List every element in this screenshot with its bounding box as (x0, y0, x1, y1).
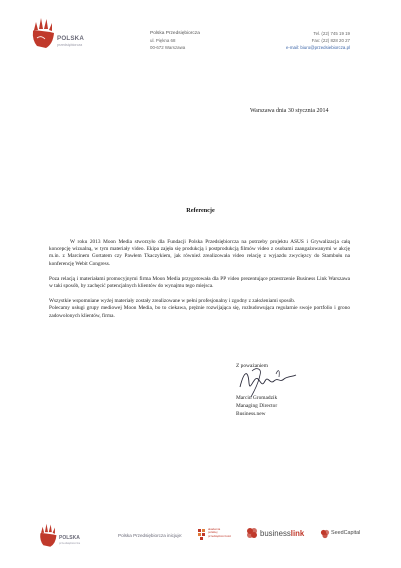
contact-fax: Fax: (22) 828 20 27 (311, 38, 350, 44)
contact-email-link[interactable]: e-mail: biuro@przedsiebiorcza.pl (285, 45, 350, 51)
organization-name: Polska Przedsiębiorcza (150, 31, 200, 36)
footer-initiative: Polska Przedsiębiorcza inicjuje: (118, 533, 183, 538)
organization-address (150, 30, 200, 52)
signature-block (236, 362, 277, 418)
letter-title: Referencje (186, 207, 215, 214)
partner-akademia (197, 527, 239, 545)
paragraph: Poza relacją i materiałami promocyjnymi firma Moon Media przygotowała dla PP video prezentujące przestrzenie Business Link Warszawa w taki sposób, by zachęcić potencjalnych klientów do wynajmu tego miejsca. (49, 275, 350, 290)
hand-logo-icon (38, 522, 58, 550)
signatory-position: Managing Director (236, 403, 278, 410)
akademia-line: akademia (208, 527, 221, 531)
akademia-line: przedsiębiorczości (208, 533, 232, 538)
logo-subtitle: przedsiębiorcza (57, 43, 83, 47)
businesslink-logo-icon (246, 527, 258, 539)
businesslink-accent: link (290, 529, 305, 538)
footer-logo-subtitle: przedsiębiorcza (59, 541, 81, 545)
paragraph: Wszystkie wspomniane wyżej materiały zostały zrealizowane w pełni profesjonalny i zgodny z założeniami sposób. (49, 298, 296, 305)
hand-logo-icon (30, 16, 56, 52)
akademia-text (208, 528, 231, 538)
footer-logo-name: POLSKA (59, 535, 80, 541)
signatory-name: Marcin Gromadzik (236, 395, 278, 402)
akademia-logo-icon (197, 528, 207, 540)
letter-date: Warszawa dnia 30 stycznia 2014 (250, 108, 329, 114)
businesslink-prefix: business (260, 529, 291, 538)
contact-block (286, 30, 350, 52)
letter-body (49, 239, 350, 328)
businesslink-text (260, 529, 304, 538)
signature-closing: Z poważaniem (236, 363, 268, 369)
paragraph: W roku 2013 Moon Media stworzyło dla Fundacji Polska Przedsiębiorcza na potrzeby projektu ASUS i Grywalizacja całą koncepcję wizualną, w tym materiały video. Ekipa zajęła się produkcją i postprodukcją filmów video z osobami zaangażowanymi w akcję m.in. z Marcinem Gortatem czy Pawłem Tkaczykiem, jak również zrealizowała video relację z wyjazdu zwycięzcy do Stambułu na konferencję Webit Congress. (49, 239, 350, 267)
seedcapital-logo-icon (320, 529, 330, 539)
partner-businesslink (246, 527, 318, 541)
signatory-company: Business.new (236, 411, 266, 418)
logo-name: POLSKA (57, 35, 84, 42)
seedcapital-text: SeedCapital (331, 530, 361, 536)
partner-seedcapital (320, 529, 380, 541)
contact-phone: Tel. (22) 745 19 19 (313, 31, 350, 36)
organization-city: 00-672 Warszawa (150, 45, 186, 51)
footer-logo (38, 522, 108, 550)
organization-street: ul. Piękna 68 (150, 38, 176, 44)
paragraph: Polecamy usługi grupy mediowej Moon Media, bo to ciekawa, prężnie rozwijająca się, rozbudowująca regularnie swoje portfolio i grono zadowolonych klientów, firma. (49, 305, 350, 319)
akademia-line: polskiej (208, 530, 218, 535)
polska-przedsiebiorcza-logo (30, 16, 110, 56)
